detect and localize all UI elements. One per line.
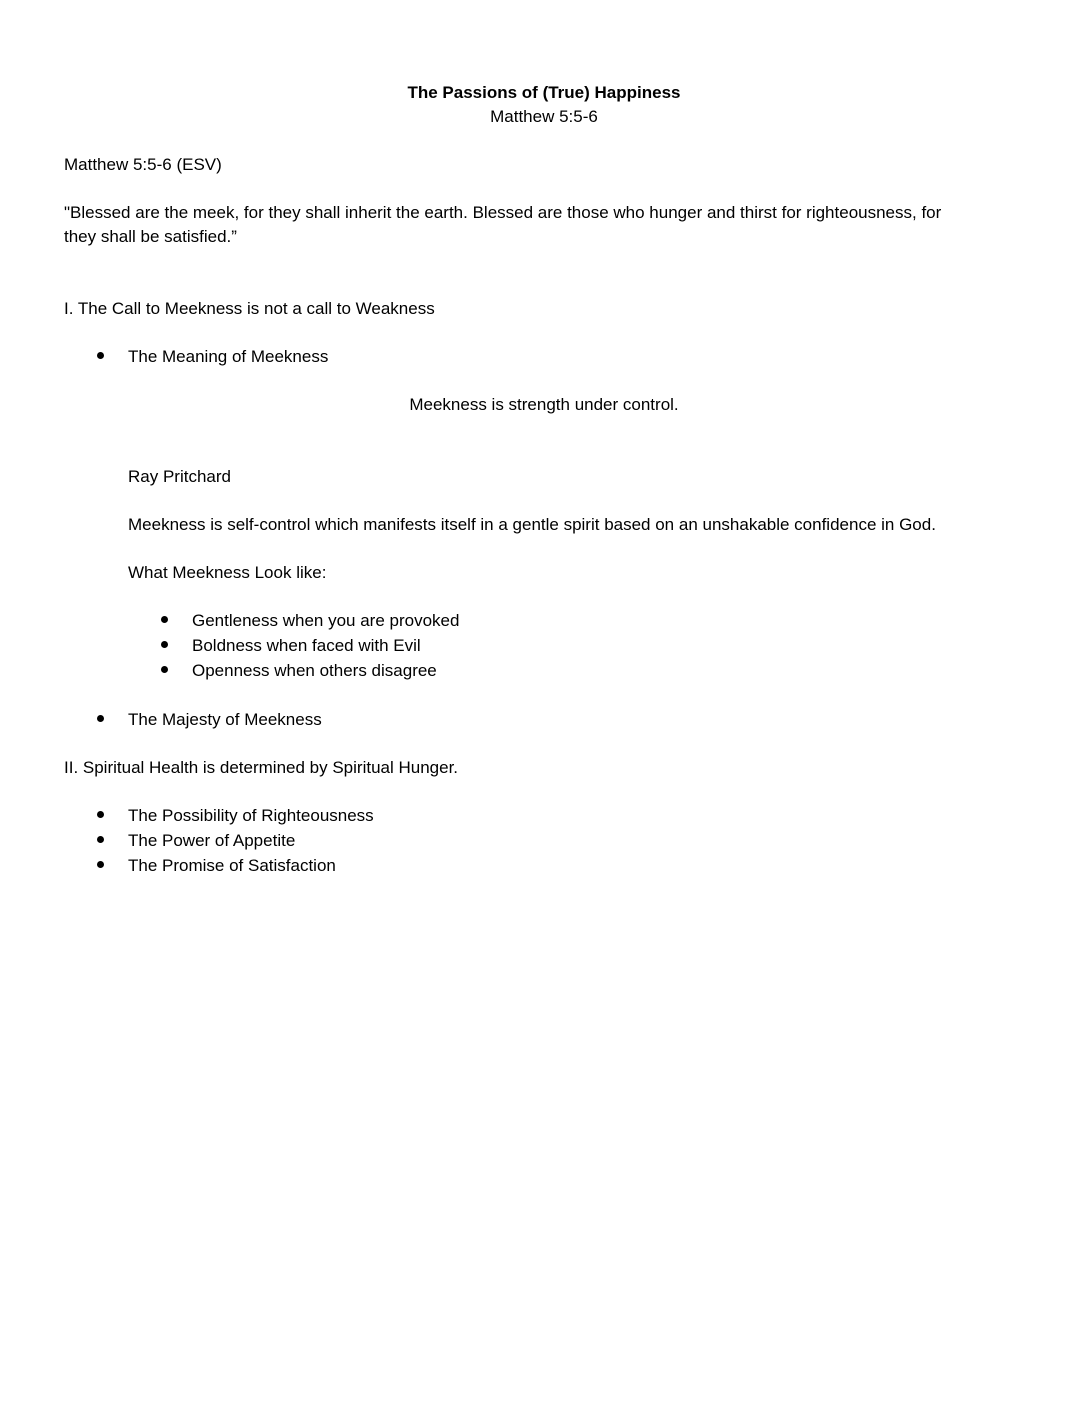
list-item: The Promise of Satisfaction [128, 856, 336, 875]
bullet-icon [97, 836, 104, 843]
point-meaning-of-meekness: The Meaning of Meekness [128, 347, 329, 366]
point-majesty-of-meekness: The Majesty of Meekness [128, 710, 322, 729]
list-item: The Power of Appetite [128, 831, 296, 850]
bullet-icon [97, 861, 104, 868]
quote-author: Ray Pritchard [128, 467, 231, 486]
list-item: Boldness when faced with Evil [192, 636, 421, 655]
list-item: The Possibility of Righteousness [128, 806, 374, 825]
bullet-icon [97, 811, 104, 818]
bullet-icon [97, 352, 104, 359]
centered-quote: Meekness is strength under control. [409, 395, 679, 414]
bullet-icon [161, 666, 168, 673]
list-item: Openness when others disagree [192, 661, 437, 680]
scripture-quote-line-1: "Blessed are the meek, for they shall inherit the earth. Blessed are those who hunger and thirst for righteousness, for [64, 203, 942, 222]
bullet-icon [97, 715, 104, 722]
scripture-reference: Matthew 5:5-6 (ESV) [64, 155, 222, 174]
list-item: Gentleness when you are provoked [192, 611, 460, 630]
section-2-heading: II. Spiritual Health is determined by Spiritual Hunger. [64, 758, 459, 777]
bullet-icon [161, 641, 168, 648]
looks-like-label: What Meekness Look like: [128, 563, 327, 582]
meekness-definition: Meekness is self-control which manifests itself in a gentle spirit based on an unshakable confidence in God. [128, 515, 936, 534]
scripture-quote-line-2: they shall be satisfied.” [64, 227, 237, 246]
section-1-heading: I. The Call to Meekness is not a call to Weakness [64, 299, 435, 318]
bullet-icon [161, 616, 168, 623]
document-subtitle: Matthew 5:5-6 [490, 107, 598, 126]
document-title: The Passions of (True) Happiness [407, 83, 681, 102]
